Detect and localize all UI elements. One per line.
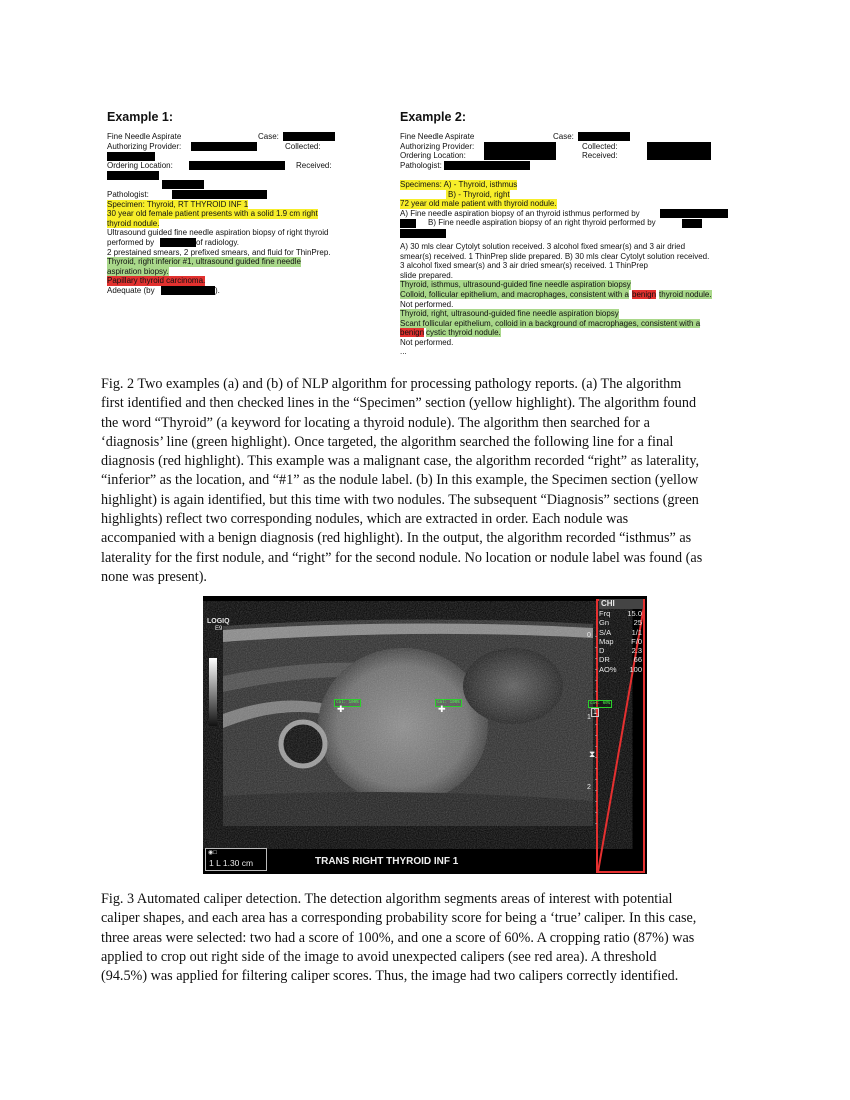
report-line: smear(s) received. 1 ThinPrep slide prepared. B) 30 mls clear Cytolyt solution received. [400,251,710,261]
diagnosis-result [400,328,501,338]
model-label: E9 [215,626,223,632]
caliper-marker: 1 [593,709,597,716]
redaction-bar [647,142,711,151]
example2-report [400,132,750,362]
param-value: 66 [633,655,642,665]
param-row [599,618,643,627]
param-row [599,637,643,646]
param-key: Gn [599,618,610,628]
redaction-bar [191,142,257,151]
caption-line: first identified and then checked lines in the “Specimen” section (yellow highlight). The algorithm found [101,395,697,412]
param-key: AO% [599,664,617,674]
fig2-caption [101,375,761,587]
caption-line: Fig. 2 Two examples (a) and (b) of NLP algorithm for processing pathology reports. (a) The algorithm [101,376,682,392]
param-key: CHI [601,599,615,608]
report-line: Not performed. [400,338,454,347]
specimen-line: Specimens: A) - Thyroid, isthmus [400,180,518,189]
specimen-line: B) - Thyroid, right [448,189,510,199]
param-value: 25 [633,618,642,628]
report-line: A) Fine needle aspiration biopsy of an thyroid isthmus performed by [400,208,640,218]
caption-line: the word “Thyroid” (a keyword for locating a thyroid nodule). The algorithm then searched for a [101,414,650,431]
report-label: Collected: [285,141,321,151]
redaction-bar [172,190,267,199]
param-value: 100 [629,664,642,674]
depth-tick: 0 [587,632,591,639]
param-key: DR [599,655,610,665]
report-label: Received: [582,151,618,161]
caption-line: applied to crop out right side of the image to avoid unexpected calipers (see red area). A threshold [101,948,657,965]
diagnosis-line: Thyroid, right, ultrasound-guided fine needle aspiration biopsy [400,309,619,319]
acquisition-params [599,599,643,674]
report-line: Not performed. [400,299,454,309]
diagnosis-line: Thyroid, isthmus, ultrasound-guided fine needle aspiration biopsy [400,280,631,290]
report-line: Pathologist: [107,190,149,199]
param-value: 2.3 [631,646,642,656]
clinical-line: 30 year old female patient presents with a solid 1.9 cm right [107,209,318,219]
redaction-bar [484,151,556,160]
redaction-bar [161,286,215,295]
diagnosis-text: cystic thyroid nodule. [426,328,501,338]
ultrasound-image [203,596,647,874]
caliper-plus-icon: ✚ [438,705,446,715]
redaction-bar [189,161,285,170]
caption-line: none was present). [101,568,207,585]
report-label: Case: [553,132,574,141]
param-row [599,655,643,664]
diagnosis-text: Colloid, follicular epithelium, and macrophages, consistent with a [400,290,630,299]
redaction-bar [484,142,556,151]
param-key: Map [599,636,614,646]
caption-line: three areas were selected: two had a score of 100%, and one a score of 60%. A cropping ratio (87%) was [101,929,695,946]
caliper-detection-box: cal: 100% [336,701,359,705]
depth-tick: 1 [587,714,591,721]
example1-report [107,132,357,312]
report-label: Case: [258,132,279,141]
depth-tick: 2 [587,784,591,791]
caliper-plus-icon: ✚ [337,705,345,715]
diagnosis-line: Thyroid, right inferior #1, ultrasound guided fine needle [107,257,301,267]
report-line: ). [215,286,220,295]
clinical-line: 72 year old male patient with thyroid nodule. [400,199,557,209]
redaction-bar [660,209,728,218]
report-line: Adequate (by [107,286,155,295]
ellipsis: ... [400,347,407,356]
example1-title: Example 1: [107,110,174,124]
report-line: Fine Needle Aspirate [400,132,475,141]
report-line: Fine Needle Aspirate [107,132,182,141]
report-line: of radiology. [196,238,239,247]
measurement-box [205,848,267,871]
caliper-detection-box: cal: 100% [437,701,460,705]
redaction-bar [400,219,416,228]
redaction-bar [682,219,702,228]
caption-line: ‘diagnosis’ line (green highlight). Once targeted, the algorithm searched the following line for a final [101,433,674,450]
redaction-bar [107,171,159,180]
brand-label: LOGIQ [207,618,230,625]
report-line: performed by [107,238,155,247]
param-key: Frq [599,609,611,618]
report-line: Authorizing Provider: [107,141,182,151]
focus-marker-icon: ⧗ [589,749,596,759]
caption-line: (94.5%) was applied for filtering caliper scores. Thus, the image had two calipers correctly identified. [101,968,679,985]
redaction-bar [444,161,530,170]
report-line: 3 alcohol fixed smear(s) and 3 air dried smear(s) received. 1 ThinPrep [400,261,648,271]
fig3-caption [101,890,761,986]
report-line: Pathologist: [400,160,442,170]
report-line: 2 prestained smears, 2 prefixed smears, and fluid for ThinPrep. [107,247,331,257]
caliper-detection-box: cal: 60% [590,702,611,706]
redaction-bar [107,152,155,161]
caption-line: highlights) reflect two corresponding nodules, which are extracted in order. Each nodule was [101,511,629,528]
redaction-bar [283,132,335,141]
param-value: F/0 [631,636,642,646]
report-label: Received: [296,161,332,170]
param-row [599,628,643,637]
report-line: slide prepared. [400,270,453,280]
final-diagnosis: Papillary thyroid carcinoma. [107,276,206,286]
param-row [599,646,643,655]
diagnosis-text: thyroid nodule. [659,290,712,299]
report-line: B) Fine needle aspiration biopsy of an right thyroid performed by [428,218,656,228]
measurement-value: 1 L 1.30 cm [209,858,254,868]
diagnosis-line: aspiration biopsy. [107,266,169,276]
caption-line: caliper shapes, and each area has a corresponding probability score for being a ‘true’ caliper. In this case, [101,910,697,927]
redaction-bar [578,132,630,141]
measure-icon: ◉□ [208,850,217,856]
benign-label: benign [632,290,657,299]
param-value: 15.0 [627,609,642,618]
caption-line: laterality for the first nodule, and “right” for the second nodule. No location or nodule label was found (as [101,549,703,566]
param-row [599,599,643,609]
benign-label: benign [400,328,425,338]
redaction-bar [162,180,204,189]
caption-line: accompanied with a benign diagnosis (red highlight). In the output, the algorithm recorded “isthmus” as [101,530,692,547]
caption-line: highlight) is again identified, but this time with two nodules. The subsequent “Diagnosis” sections (green [101,491,699,508]
caption-line: “inferior” as the location, and “#1” as the nodule label. (b) In this example, the Specimen section (yellow [101,472,699,489]
report-line: Authorizing Provider: [400,141,475,151]
param-row [599,609,643,618]
scan-annotation: TRANS RIGHT THYROID INF 1 [315,856,459,867]
param-value: 1/1 [631,627,642,637]
caption-line: diagnosis (red highlight). This example was a malignant case, the algorithm recorded “right” as laterality, [101,453,700,470]
report-line: Ultrasound guided fine needle aspiration biopsy of right thyroid [107,228,329,238]
param-key: D [599,646,605,656]
redaction-bar [400,229,446,238]
param-key: S/A [599,627,612,637]
example2-title: Example 2: [400,110,467,124]
redaction-bar [160,238,196,247]
report-line: A) 30 mls clear Cytolyt solution received. 3 alcohol fixed smear(s) and 3 air dried [400,242,686,251]
ultrasound-scan [203,596,647,874]
diagnosis-result [400,290,712,300]
report-line: Ordering Location: [400,151,466,161]
report-label: Collected: [582,141,618,151]
report-line: Ordering Location: [107,161,173,170]
specimen-line: Specimen: Thyroid, RT THYROID INF 1 [107,199,249,209]
diagnosis-line: Scant follicular epithelium, colloid in a background of macrophages, consistent with a [400,318,701,328]
redaction-bar [647,151,711,160]
param-row [599,665,643,674]
caption-line: Fig. 3 Automated caliper detection. The detection algorithm segments areas of interest with potential [101,891,673,907]
clinical-line: thyroid nodule. [107,218,160,228]
